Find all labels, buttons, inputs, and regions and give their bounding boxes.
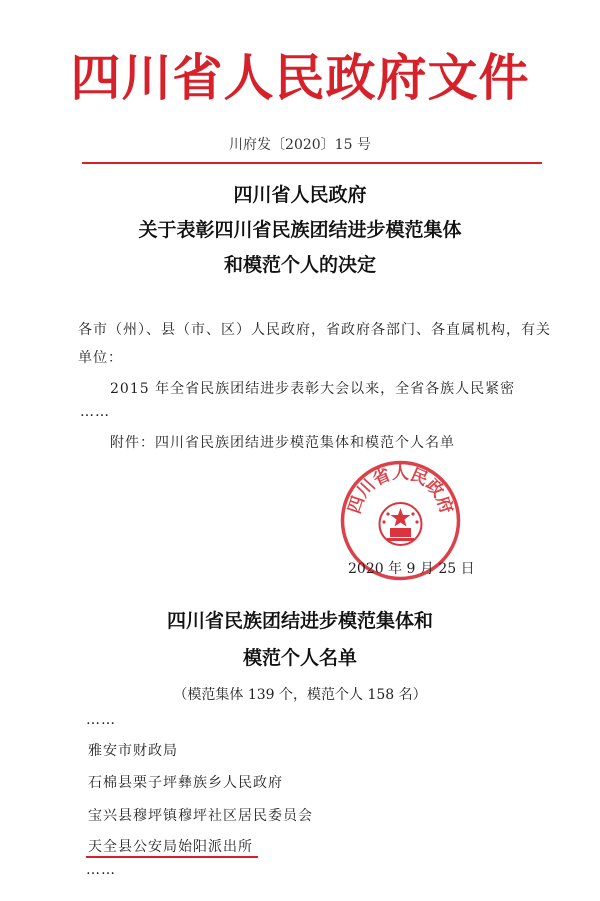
decision-title-line-2: 关于表彰四川省民族团结进步模范集体 [138,219,462,241]
svg-text:四川省人民政府: 四川省人民政府 [344,463,457,517]
decision-title-line-1: 四川省人民政府 [233,184,367,206]
body-ellipsis: …… [80,404,110,420]
list-item-highlighted: 天全县公安局始阳派出所 [88,839,253,855]
national-emblem-icon [380,503,422,545]
list-ellipsis-top: …… [86,712,116,728]
addressee-line-1: 各市（州）、县（市、区）人民政府，省政府各部门、各直属机构，有关 [78,322,551,338]
list-title-line-1: 四川省民族团结进步模范集体和 [166,610,433,632]
document-header-title: 四川省人民政府文件 [70,49,530,107]
list-subtitle: （模范集体 139 个，模范个人 158 名） [173,687,427,703]
list-item: 宝兴县穆坪镇穆坪社区居民委员会 [88,808,313,824]
list-item: 石棉县栗子坪彝族乡人民政府 [88,775,283,791]
attachment-note: 附件：四川省民族团结进步模范集体和模范个人名单 [110,435,455,451]
red-divider-line [82,162,542,164]
body-paragraph-line: 2015 年全省民族团结进步表彰大会以来，全省各族人民紧密 [110,381,516,397]
signing-date: 2020 年 9 月 25 日 [348,561,475,577]
document-number: 川府发〔2020〕15 号 [229,137,371,153]
red-underline-highlight [86,856,258,858]
decision-title-line-3: 和模范个人的决定 [223,254,376,276]
addressee-line-2: 单位： [78,350,123,366]
list-title-line-2: 模范个人名单 [242,647,357,669]
list-ellipsis-bottom: …… [86,862,116,878]
list-item: 雅安市财政局 [88,743,178,759]
